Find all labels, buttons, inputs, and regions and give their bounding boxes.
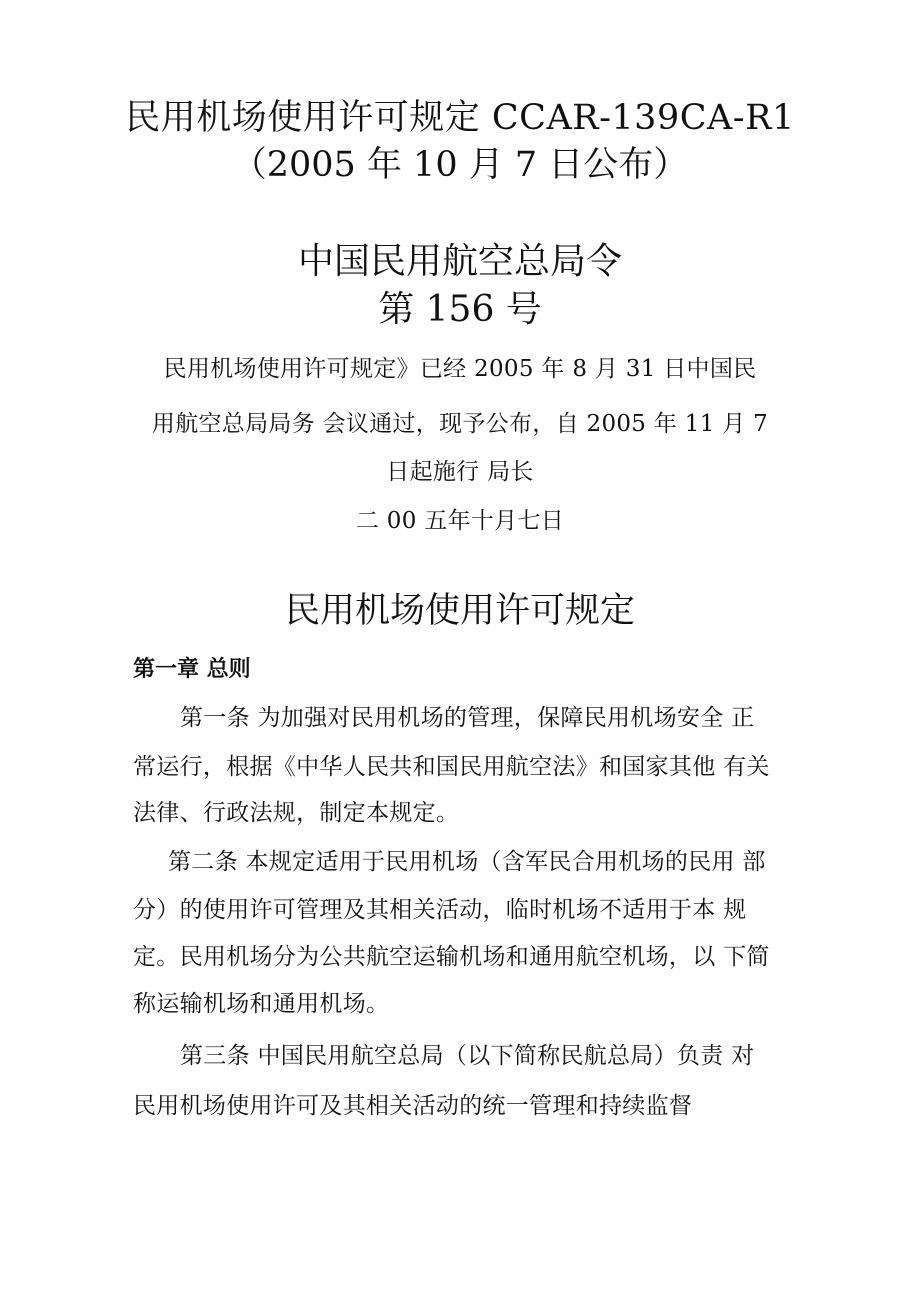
article-1-line-2: 常运行，根据《中华人民共和国民用航空法》和国家其他 有关 [133, 754, 770, 780]
article-3-line-2: 民用机场使用许可及其相关活动的统一管理和持续监督 [133, 1093, 693, 1119]
publish-date: （2005 年 10 月 7 日公布） [231, 145, 689, 185]
chapter-heading: 第一章 总则 [133, 657, 251, 682]
regulation-title: 民用机场使用许可规定 [284, 591, 635, 631]
article-2-line-2: 分）的使用许可管理及其相关活动，临时机场不适用于本 规 [133, 897, 747, 923]
article-2-line-4: 称运输机场和通用机场。 [133, 991, 390, 1017]
order-issuer: 中国民用航空总局令 [297, 241, 622, 282]
article-1-line-1: 第一条 为加强对民用机场的管理，保障民用机场安全 正 [180, 705, 755, 731]
order-number: 第 156 号 [378, 289, 542, 330]
order-date: 二 00 五年十月七日 [355, 508, 565, 534]
document-title: 民用机场使用许可规定 CCAR-139CA-R1 [125, 98, 795, 138]
order-text-line-1: 民用机场使用许可规定》已经 2005 年 8 月 31 日中国民 [163, 356, 757, 382]
article-3-line-1: 第三条 中国民用航空总局（以下简称民航总局）负责 对 [180, 1043, 755, 1069]
article-2-line-3: 定。民用机场分为公共航空运输机场和通用航空机场，以 下简 [133, 944, 770, 970]
article-2-line-1: 第二条 本规定适用于民用机场（含军民合用机场的民用 部 [168, 849, 766, 875]
order-text-line-3: 日起施行 局长 [386, 459, 534, 485]
article-1-line-3: 法律、行政法规，制定本规定。 [133, 800, 460, 826]
order-text-line-2: 用航空总局局务 会议通过，现予公布，自 2005 年 11 月 7 [151, 411, 769, 437]
